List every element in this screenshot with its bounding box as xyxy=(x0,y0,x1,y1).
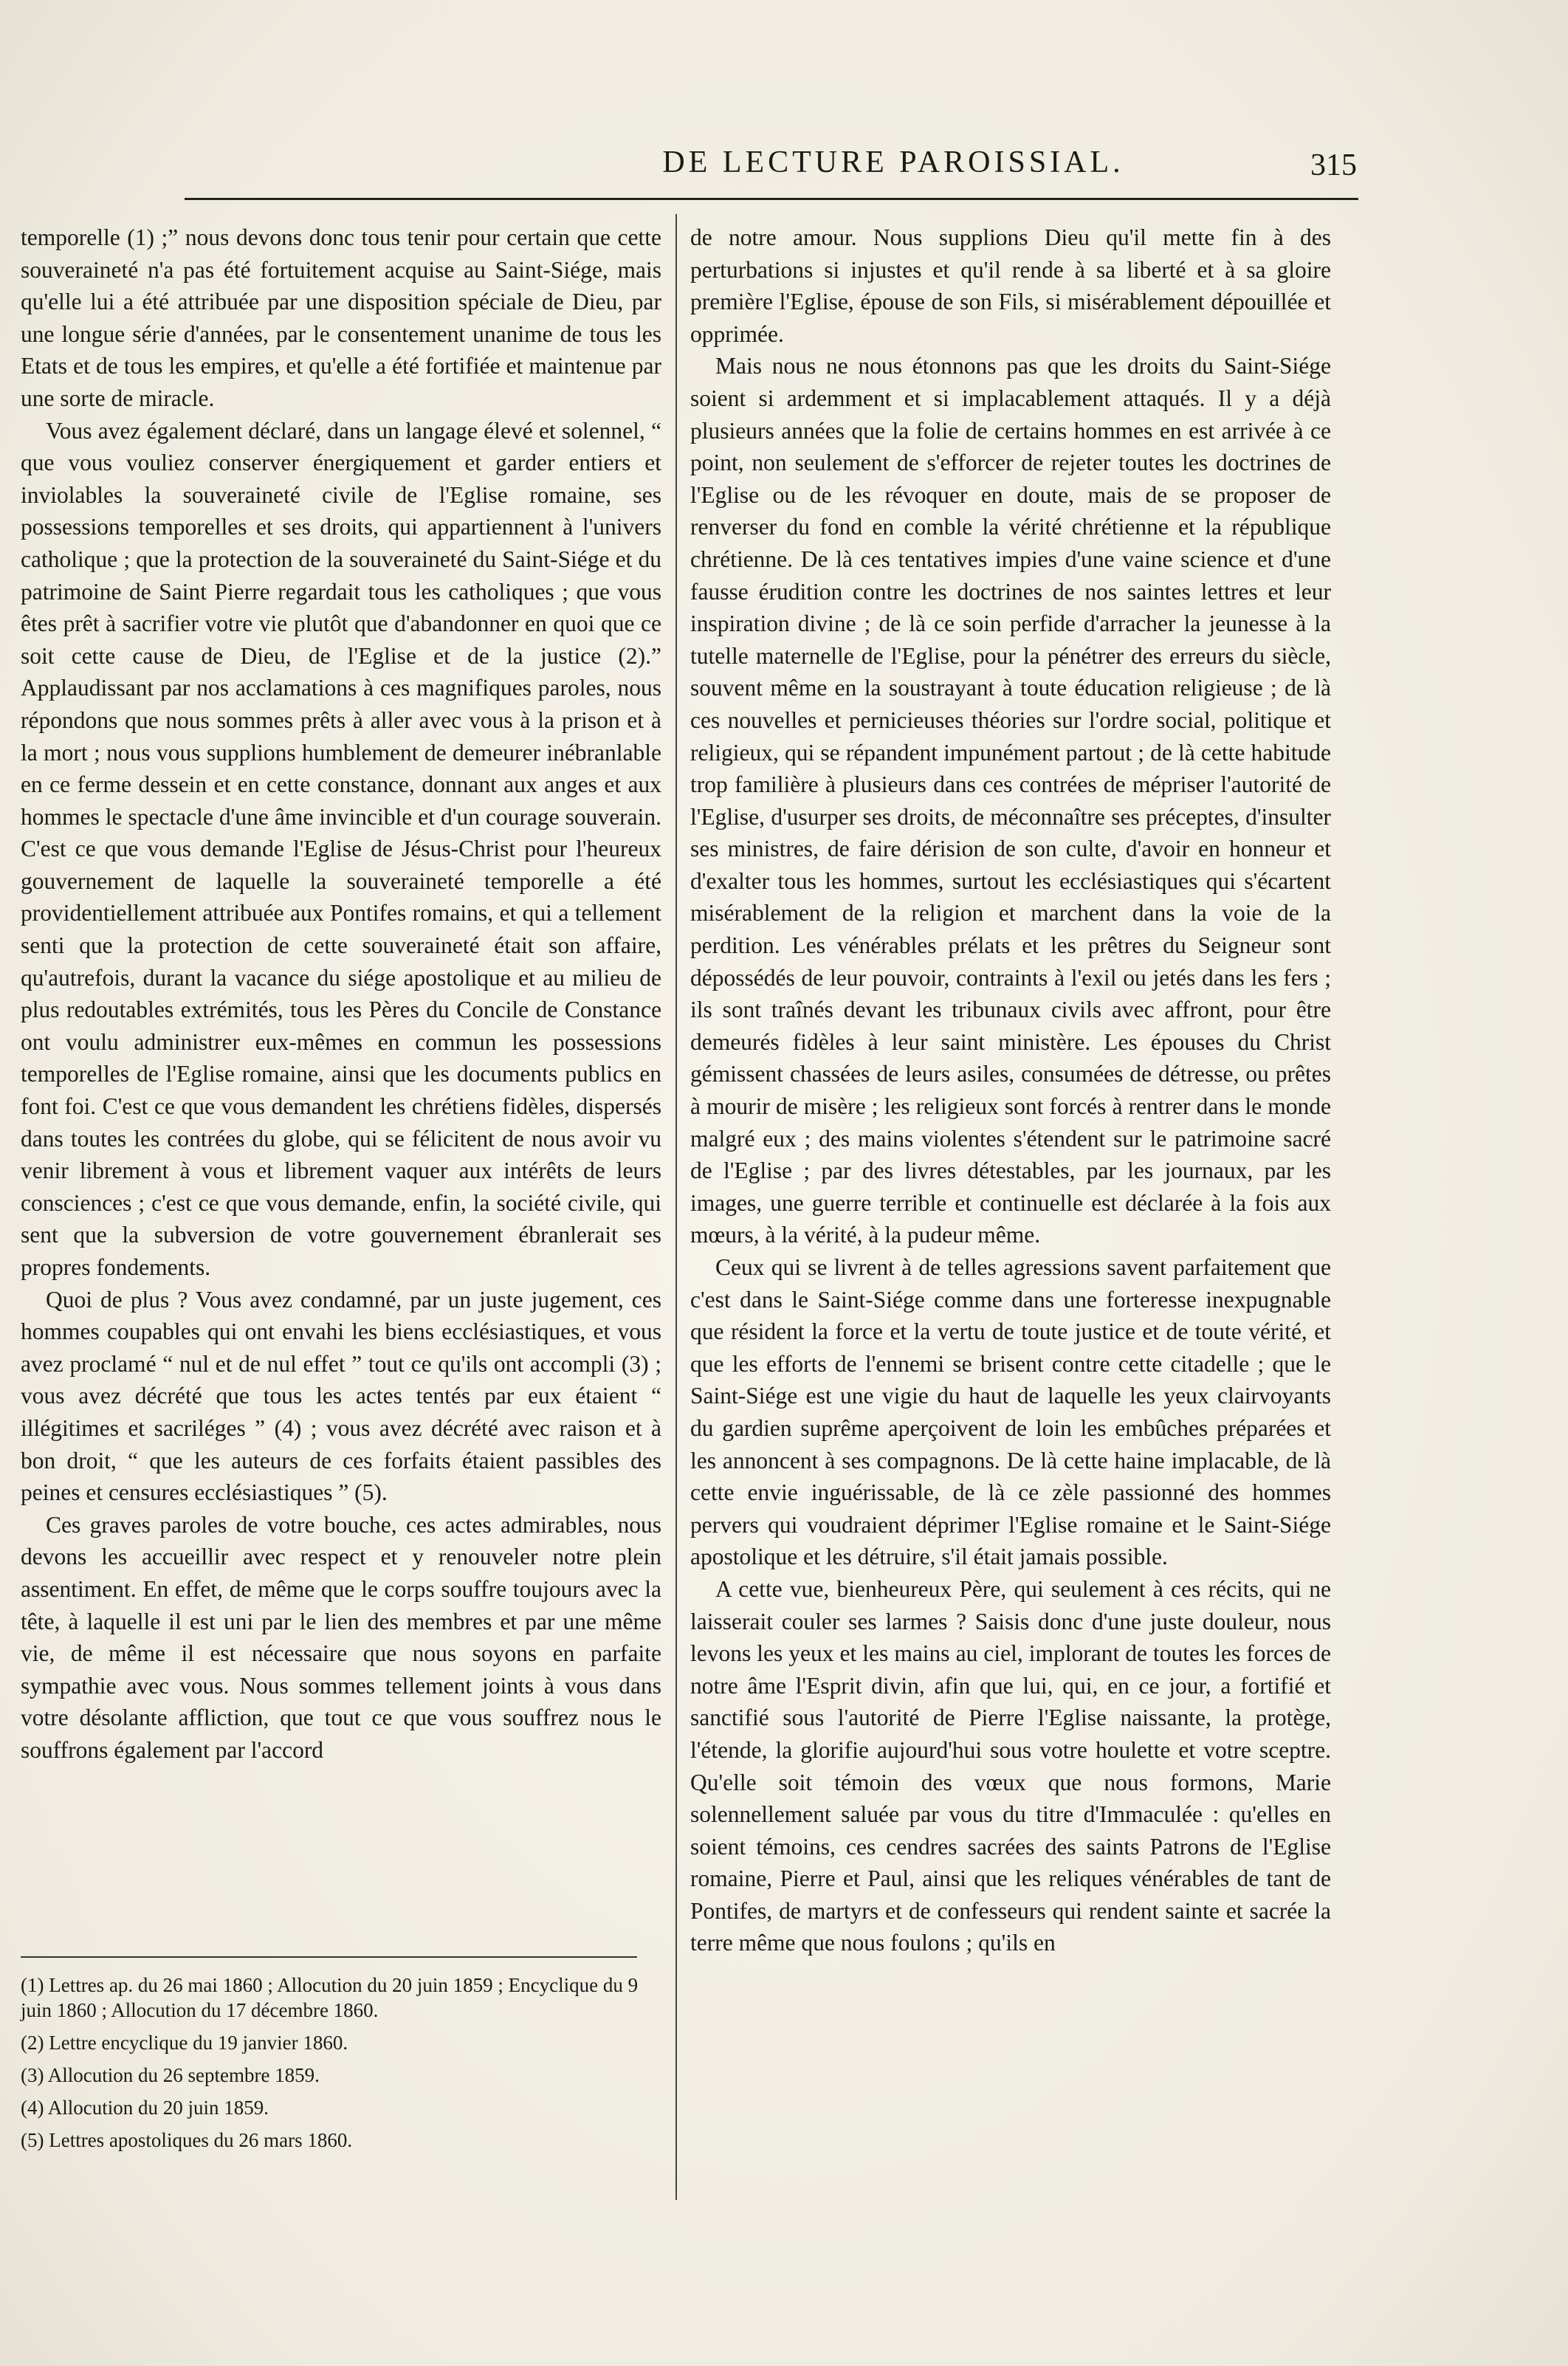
paragraph: A cette vue, bienheureux Père, qui seulement à ces récits, qui ne laisserait couler ses larmes ? Saisis donc d'une juste douleur, nous levons les yeux et les mains au ciel, implorant de toutes les forces de notre âme l'Esprit divin, afin que lui, qui, en ce jour, a fortifié et sanctifié sous l'autorité de Pierre l'Eglise naissante, la protège, l'étende, la glorifie aujourd'hui sous votre houlette et votre sceptre. Qu'elle soit témoin des vœux que nous formons, Marie solennellement saluée par vous du titre d'Immaculée : qu'elles en soient témoins, ces cendres sacrées des saints Patrons de l'Eglise romaine, Pierre et Paul, ainsi que les reliques vénérables de tant de Pontifes, de martyrs et de confesseurs qui rendent sainte et sacrée la terre même que nous foulons ; qu'ils en xyxy=(690,1575,1331,1956)
footnotes xyxy=(21,1973,656,2160)
paragraph: Vous avez également déclaré, dans un langage élevé et solennel, “ que vous vouliez conserver énergiquement et garder entiers et inviolables la souveraineté civile de l'Eglise romaine, ses possessions temporelles et ses droits, qui appartiennent à l'univers catholique ; que la protection de la souveraineté du Saint-Siége et du patrimoine de Saint Pierre regardait tous les catholiques ; que vous êtes prêt à sacrifier votre vie plutôt que d'abandonner en quoi que ce soit cette cause de Dieu, de l'Eglise et de la justice (2).” Applaudissant par nos acclamations à ces magnifiques paroles, nous répondons que nous sommes prêts à aller avec vous à la prison et à la mort ; nous vous supplions humblement de demeurer inébranlable en ce ferme dessein et en cette constance, donnant aux anges et aux hommes le spectacle d'une âme invincible et d'un courage souverain. C'est ce que vous demande l'Eglise de Jésus-Christ pour l'heureux gouvernement de laquelle la souveraineté temporelle a été providentiellement attribuée aux Pontifes romains, et qui a tellement senti que la protection de cette souveraineté était son affaire, qu'autrefois, durant la vacance du siége apostolique et au milieu de plus redoutables extrémités, tous les Pères du Concile de Constance ont voulu administrer eux-mêmes en commun les possessions temporelles de l'Eglise romaine, ainsi que les documents publics en font foi. C'est ce que vous demandent les chrétiens fidèles, dispersés dans toutes les contrées du globe, qui se félicitent de nous avoir vu venir librement à vous et librement vaquer aux intérêts de leurs consciences ; c'est ce que vous demande, enfin, la société civile, qui sent que la subversion de votre gouvernement ébranlerait ses propres fondements. xyxy=(21,417,661,1280)
header-rule xyxy=(185,198,1358,200)
footnote: (1) Lettres ap. du 26 mai 1860 ; Allocution du 20 juin 1859 ; Encyclique du 9 juin 1860 ; Allocution du 17 décembre 1860. xyxy=(21,1974,639,2021)
footnote: (5) Lettres apostoliques du 26 mars 1860. xyxy=(21,2129,353,2151)
column-divider xyxy=(675,214,677,2200)
paragraph: Quoi de plus ? Vous avez condamné, par un juste jugement, ces hommes coupables qui ont envahi les biens ecclésiastiques, et vous avez proclamé “ nul et de nul effet ” tout ce qu'ils ont accompli (3) ; vous avez décrété que tous les actes tentés par eux étaient “ illégitimes et sacriléges ” (4) ; vous avez décrété avec raison et à bon droit, “ que les auteurs de ces forfaits étaient passibles des peines et censures ecclésiastiques ” (5). xyxy=(21,1286,661,1506)
left-column xyxy=(21,221,661,1767)
right-column xyxy=(690,221,1331,1959)
paragraph: Mais nous ne nous étonnons pas que les droits du Saint-Siége soient si ardemment et si implacablement attaqués. Il y a déjà plusieurs années que la folie de certains hommes en est arrivée à ce point, non seulement de s'efforcer de rejeter toutes les doctrines de l'Eglise ou de les révoquer en doute, mais de se proposer de renverser du fond en comble la vérité chrétienne et la république chrétienne. De là ces tentatives impies d'une vaine science et d'une fausse érudition contre les doctrines de nos saintes lettres et leur inspiration divine ; de là ce soin perfide d'arracher la jeunesse à la tutelle maternelle de l'Eglise, pour la pénétrer des erreurs du siècle, souvent même en la soustrayant à toute éducation religieuse ; de là ces nouvelles et pernicieuses théories sur l'ordre social, politique et religieux, qui se répandent impunément partout ; de là cette habitude trop familière à plusieurs dans ces contrées de mépriser l'autorité de l'Eglise, d'usurper ses droits, de méconnaître ses préceptes, d'insulter ses ministres, de faire dérision de son culte, d'avoir en honneur et d'exalter tous les hommes, surtout les ecclésiastiques qui s'écartent misérablement de la religion et marchent dans la voie de la perdition. Les vénérables prélats et les prêtres du Seigneur sont dépossédés de leur pouvoir, contraints à l'exil ou jetés dans les fers ; ils sont traînés devant les tribunaux civils avec affront, pour être demeurés fidèles à leur saint ministère. Les épouses du Christ gémissent chassées de leurs asiles, consumées de détresse, ou prêtes à mourir de misère ; les religieux sont forcés à rentrer dans le monde malgré eux ; des mains violentes s'étendent sur le patrimoine sacré de l'Eglise ; par des livres détestables, par les journaux, par les images, une guerre terrible et continuelle est déclarée à la fois aux mœurs, à la vérité, à la pudeur même. xyxy=(690,353,1331,1248)
paragraph: de notre amour. Nous supplions Dieu qu'il mette fin à des perturbations si injustes et qu'il rende à sa liberté et à sa gloire première l'Eglise, épouse de son Fils, si misérablement dépouillée et opprimée. xyxy=(690,224,1331,347)
footnote-rule xyxy=(21,1956,637,1958)
running-header: DE LECTURE PAROISSIAL. xyxy=(662,145,1124,179)
paragraph: Ceux qui se livrent à de telles agressions savent parfaitement que c'est dans le Saint-Siége comme dans une forteresse inexpugnable que résident la force et la vertu de toute justice et de toute vérité, et que les efforts de l'ennemi se brisent contre cette citadelle ; que le Saint-Siége est une vigie du haut de laquelle les yeux clairvoyants du gardien suprême aperçoivent de loin les embûches préparées et les annoncent à ses compagnons. De là cette haine implacable, de là cette envie inguérissable, de là ce zèle passionné des hommes pervers qui voudraient déprimer l'Eglise romaine et le Saint-Siége apostolique et les détruire, s'il était jamais possible. xyxy=(690,1254,1331,1570)
footnote: (4) Allocution du 20 juin 1859. xyxy=(21,2097,269,2119)
paragraph: Ces graves paroles de votre bouche, ces actes admirables, nous devons les accueillir avec respect et y renouveler notre plein assentiment. En effet, de même que le corps souffre toujours avec la tête, à laquelle il est uni par le lien des membres et par une même vie, de même il est nécessaire que nous soyons en parfaite sympathie avec vous. Nous sommes tellement joints à vous dans votre désolante affliction, que tout ce que vous souffrez nous le souffrons également par l'accord xyxy=(21,1511,661,1763)
page-number: 315 xyxy=(1310,148,1357,182)
footnote: (2) Lettre encyclique du 19 janvier 1860. xyxy=(21,2032,348,2054)
footnote: (3) Allocution du 26 septembre 1859. xyxy=(21,2064,320,2086)
paragraph: temporelle (1) ;” nous devons donc tous tenir pour certain que cette souveraineté n'a pas été fortuitement acquise au Saint-Siége, mais qu'elle lui a été attribuée par une disposition spéciale de Dieu, par une longue série d'années, par le consentement unanime de tous les Etats et de tous les empires, et qu'elle a été fortifiée et maintenue par une sorte de miracle. xyxy=(21,224,661,411)
